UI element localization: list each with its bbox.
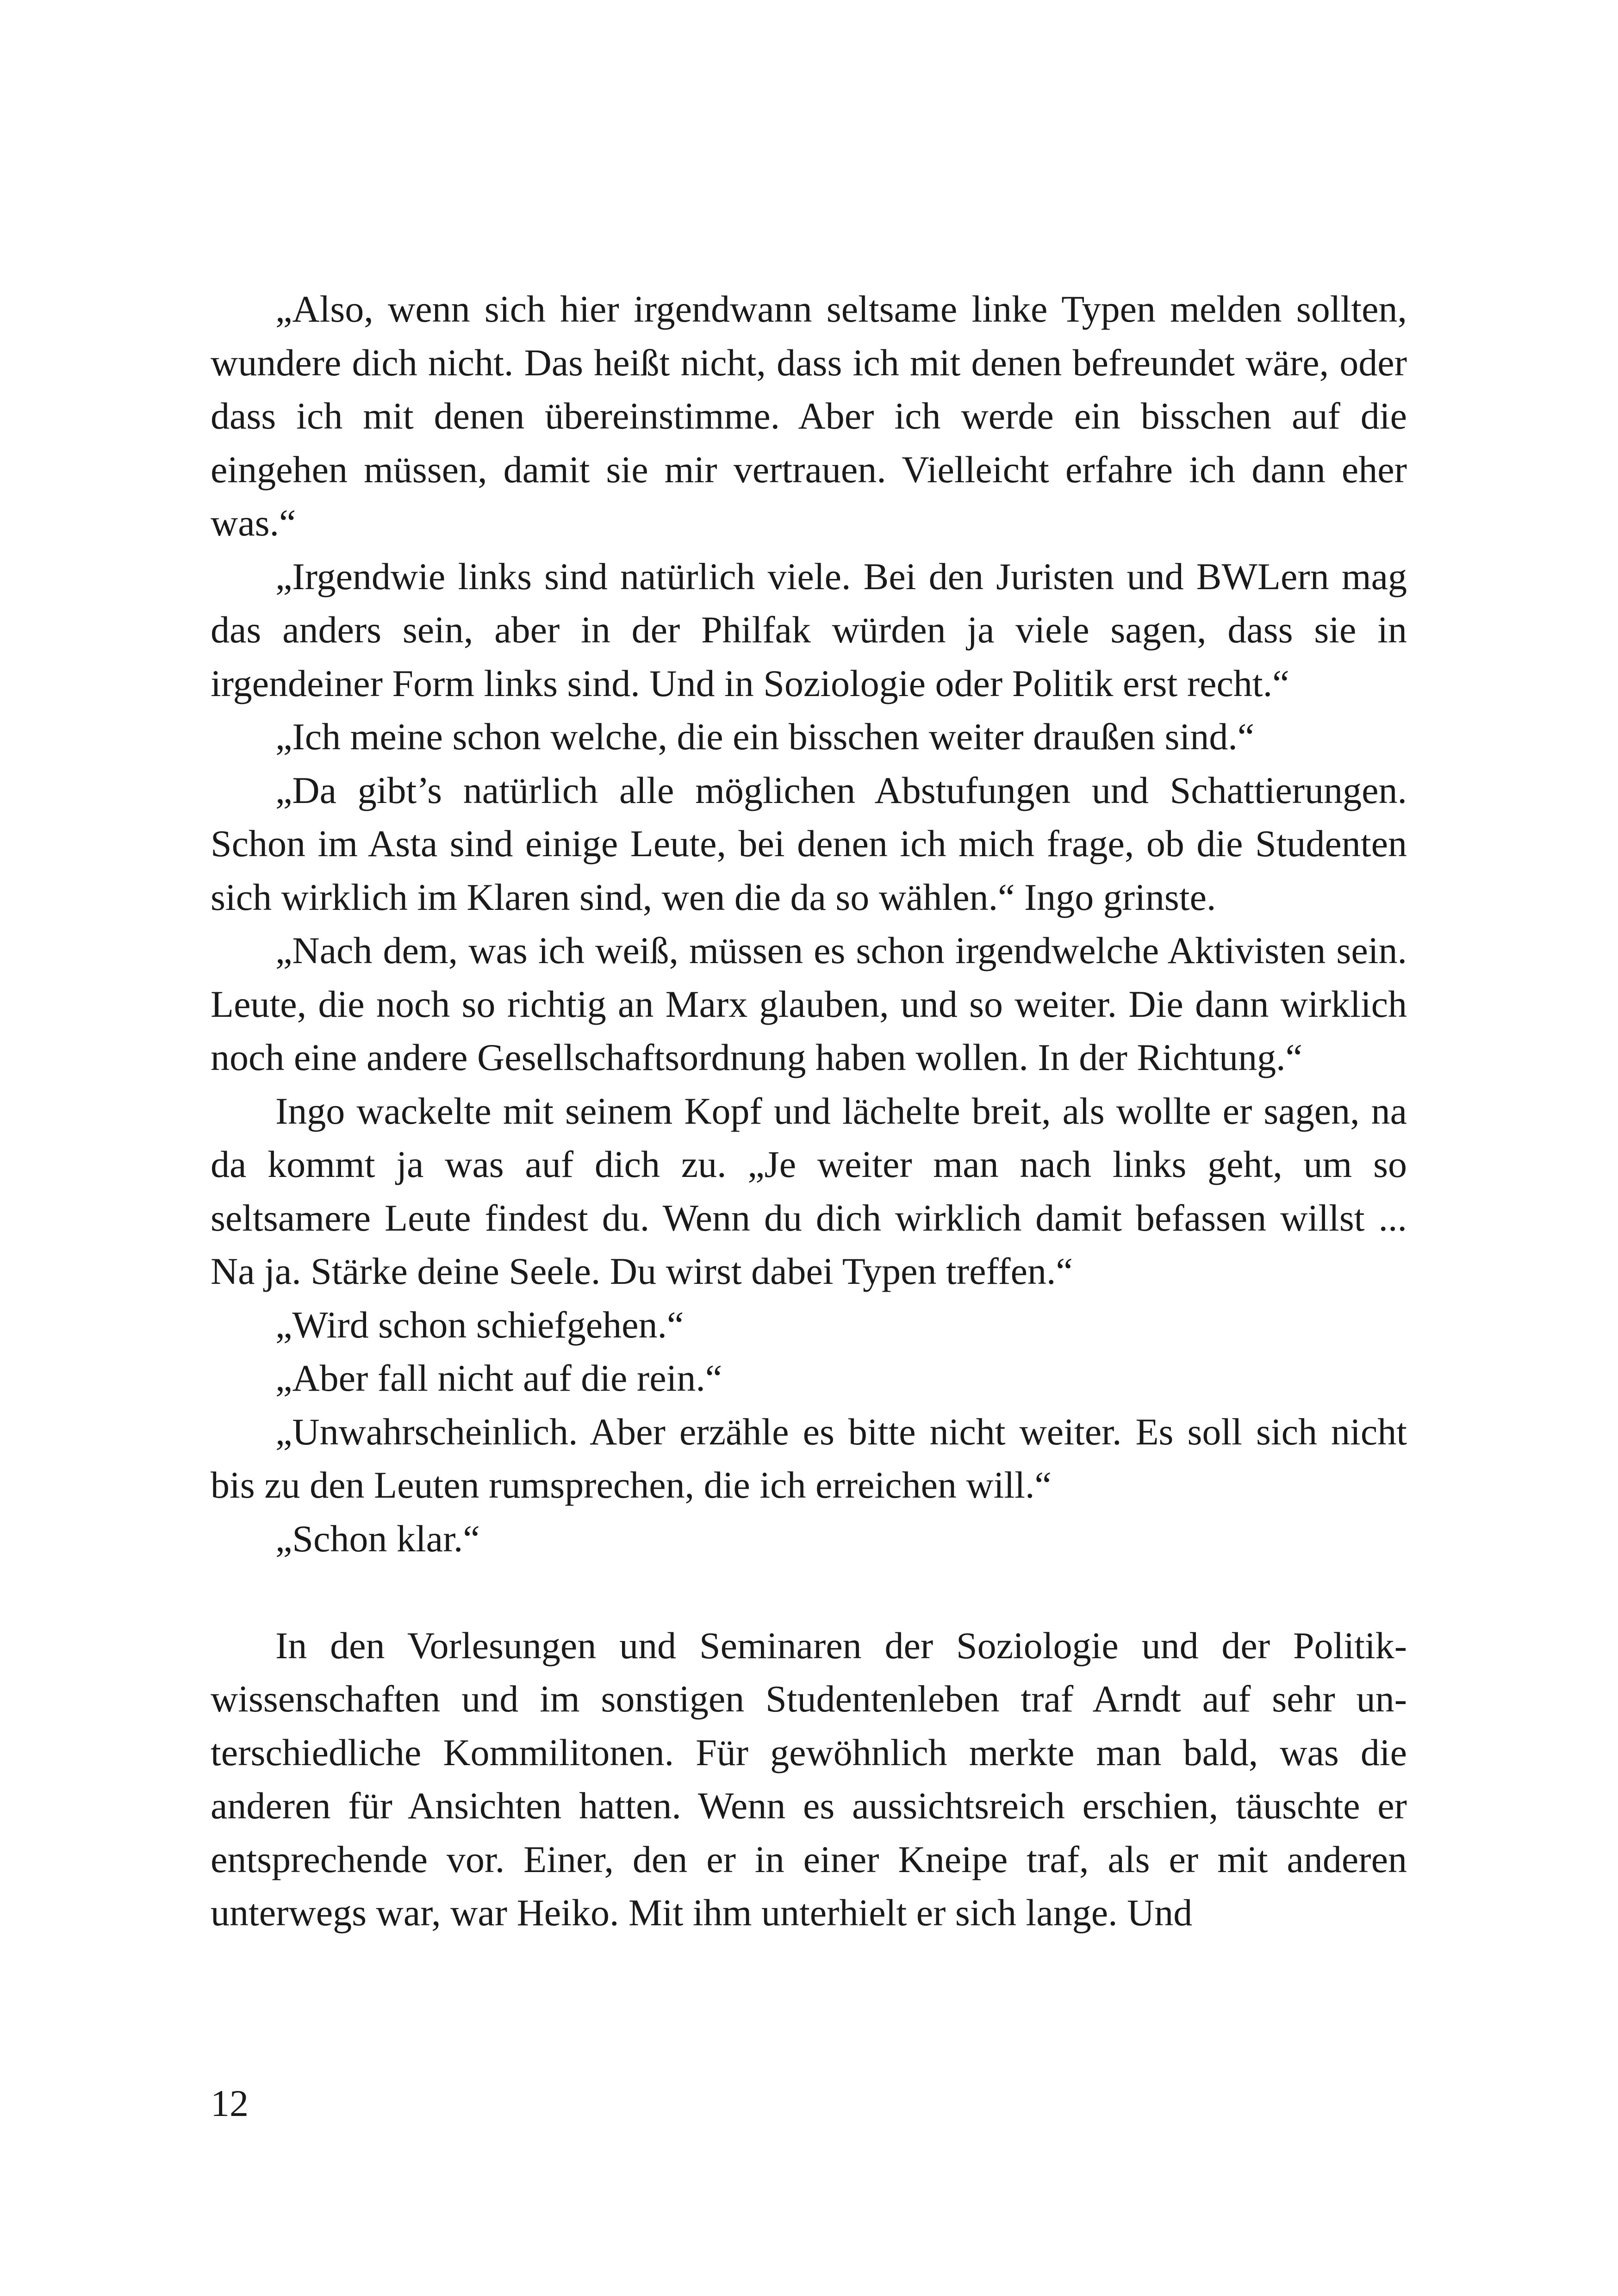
paragraph-3: „Ich meine schon welche, die ein bisschen weiter draußen sind.“ xyxy=(275,716,1255,758)
paragraph-11: In den Vorlesungen und Seminaren der Soziologie und der Politikwissenschaften und im sonstigen Studentenleben traf Arndt auf sehr unterschiedliche Kommilitonen. Für gewöhnlich merkte man bald, was die anderen für Ansichten hatten. Wenn es aussichtsreich erschien, täuschte er entsprechende vor. Einer, den er in einer Kneipe traf, als er mit anderen unterwegs war, war Heiko. Mit ihm unterhielt er sich lange. Und xyxy=(211,1624,1407,1934)
paragraph-7: „Wird schon schiefgehen.“ xyxy=(275,1303,684,1346)
paragraph-10: „Schon klar.“ xyxy=(275,1517,480,1560)
paragraph-5: „Nach dem, was ich weiß, müssen es schon irgendwelche Aktivisten sein. Leute, die noch so richtig an Marx glauben, und so weiter. Die dann wirklich noch eine andere Gesellschaftsordnung haben wollen. In der Richtung.“ xyxy=(211,929,1407,1078)
page-number: 12 xyxy=(211,2082,249,2124)
paragraph-6: Ingo wackelte mit seinem Kopf und lächelte breit, als wollte er sagen, na da kommt ja was auf dich zu. „Je weiter man nach links geht, um so seltsamere Leute findest du. Wenn du dich wirklich damit befassen willst ... Na ja. Stärke deine Seele. Du wirst dabei Typen treffen.“ xyxy=(211,1089,1407,1292)
paragraph-2: „Irgendwie links sind natürlich viele. Bei den Juristen und BWLern mag das anders sein, aber in der Philfak würden ja viele sagen, dass sie in irgendeiner Form links sind. Und in Soziologie oder Politik erst recht.“ xyxy=(211,555,1407,704)
paragraph-1: „Also, wenn sich hier irgendwann seltsame linke Typen melden sollten, wundere dich nicht. Das heißt nicht, dass ich mit denen befreundet wäre, oder dass ich mit denen übereinstimme. Aber ich werde ein bisschen auf die eingehen müssen, damit sie mir vertrauen. Vielleicht erfahre ich dann eher was.“ xyxy=(211,288,1407,544)
paragraph-9: „Unwahrscheinlich. Aber erzähle es bitte nicht weiter. Es soll sich nicht bis zu den Leuten rumsprechen, die ich erreichen will.“ xyxy=(211,1410,1407,1506)
body-text xyxy=(211,282,1407,1940)
paragraph-4: „Da gibt’s natürlich alle möglichen Abstufungen und Schattierungen. Schon im Asta sind einige Leute, bei denen ich mich frage, ob die Studenten sich wirklich im Klaren sind, wen die da so wählen.“ Ingo grinste. xyxy=(211,769,1407,918)
paragraph-8: „Aber fall nicht auf die rein.“ xyxy=(275,1357,722,1399)
